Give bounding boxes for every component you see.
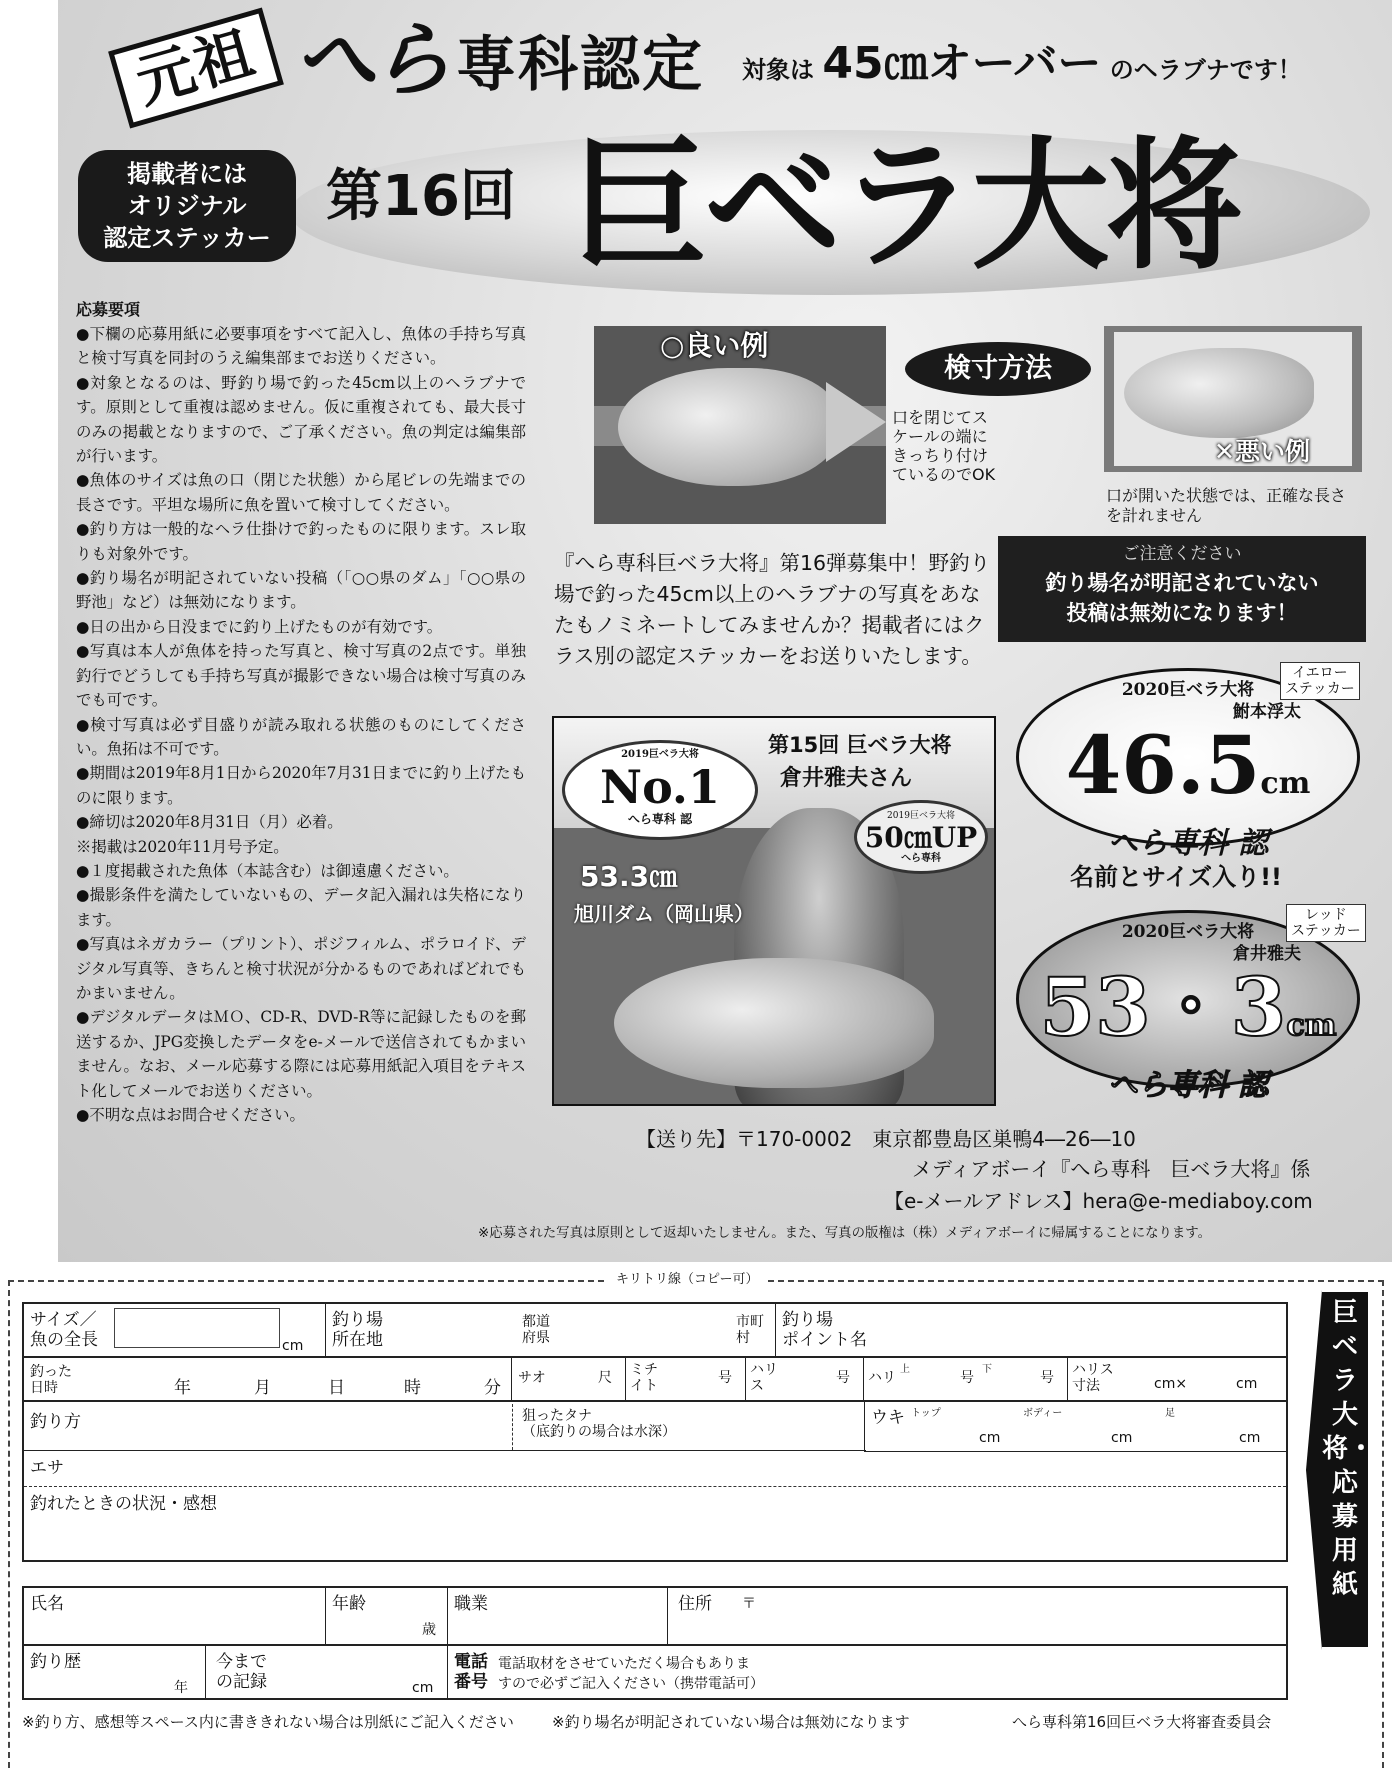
leader-length-label [1072,1362,1114,1394]
label-line: 釣り場 [332,1310,383,1330]
requirement-item: ●釣り方は一般的なヘラ仕掛けで釣ったものに限ります。スレ取りも対象外です。 [76,520,526,563]
divider [512,1404,513,1450]
winner-title: 第15回 巨ベラ大将 [768,733,952,757]
rod-label: サオ [518,1370,546,1386]
point-label [782,1310,867,1350]
label-line: ス [750,1378,764,1394]
tab-text [1322,1292,1375,1647]
place-label [332,1310,383,1350]
label-line: 市町 [736,1314,764,1330]
comments-label: 釣れたときの状況・感想 [30,1494,217,1514]
unit-month: 月 [254,1378,271,1398]
target-post: のヘラブナです！ [1109,56,1302,84]
cell-point[interactable] [776,1304,1286,1356]
up-badge-top: 2019巨ベラ大将 [887,811,955,821]
sticker-badge-line: 掲載者には [127,160,247,188]
footer-note-invalid: ※釣り場名が明記されていない場合は無効になります [552,1713,910,1731]
nintei-heading: 専科認定 [456,30,704,100]
cell-leader[interactable] [746,1358,864,1400]
form-row-size-place [22,1302,1288,1358]
mailing-recipient: メディアボーイ『へら専科 巨ベラ大将』係 [912,1157,1311,1181]
recruit-text: 『へら専科巨ベラ大将』第16弾募集中！野釣り場で釣った45cm以上のヘラブナの写真をあなたもノミネートしてみませんか？掲載者にはクラス別の認定ステッカーをお送りいたします。 [554,551,991,668]
cell-job[interactable] [448,1588,668,1644]
cell-name[interactable] [24,1588,326,1644]
leader-label [750,1362,778,1394]
hook-lower: 下 [982,1364,992,1375]
float-label: ウキ [871,1408,905,1428]
label-line: 今まで [216,1652,267,1672]
bad-example-caption: 口が開いた状態では、正確な長さを計れません [1106,486,1347,525]
float-body: ボディー [1023,1408,1063,1419]
unit-cm: cm [282,1338,304,1354]
sticker-size-unit: cm [1286,1008,1337,1043]
notice-line: 投稿は無効になります！ [1066,601,1298,625]
tana-label [522,1408,676,1440]
cell-float[interactable] [864,1402,1286,1452]
job-label: 職業 [454,1594,488,1614]
form-row-method [22,1400,1288,1562]
hera-logo: へら [294,12,446,108]
tab-arrow [1306,1290,1322,1650]
email-address[interactable]: 【e-メールアドレス】hera@e-mediaboy.com [884,1189,1313,1213]
city-label [736,1314,764,1346]
measurement-method-label: 検寸方法 [905,342,1091,396]
hook-upper: 上 [900,1364,910,1375]
form-side-tab [1306,1290,1384,1660]
label-line: 村 [736,1330,750,1346]
unit-hour: 時 [404,1378,421,1398]
caught-fish [614,958,934,1088]
size-label [30,1310,98,1350]
label-line: すので必ずご記入ください（携帯電話可） [498,1676,764,1692]
sticker-size-value: 53・3 [1039,960,1287,1054]
no1-badge-number: No.1 [600,760,720,814]
label-line: 電話取材をさせていただく場合もありま [498,1656,750,1672]
target-line [742,34,1302,100]
label-line: 釣り場 [782,1310,833,1330]
form-row-personal [22,1586,1288,1646]
target-size: 45㎝オーバー [822,38,1102,89]
unit-sai: 歳 [422,1622,436,1638]
label-line: 寸法 [1072,1378,1100,1394]
address-label: 住所 [678,1594,712,1614]
label-line: 所在地 [332,1330,383,1350]
sticker-name: 倉井雅夫 [1233,944,1301,964]
label-line: の記録 [216,1672,267,1692]
notice-line: 釣り場名が明記されていない [1045,571,1319,595]
cell-hook[interactable] [864,1358,1068,1400]
cell-rod[interactable] [512,1358,626,1400]
notice-box [998,536,1366,642]
label-line: （底釣りの場合は水深） [522,1424,676,1440]
requirement-item: ●下欄の応募用紙に必要事項をすべて記入し、魚体の手持ち写真と検寸写真を同封のうえ編集部までお送りください。 [76,325,526,368]
mainline-label [630,1362,658,1394]
cell-record[interactable] [206,1646,448,1698]
unit-go: 号 [718,1370,732,1386]
good-example-caption: 口を閉じてスケールの端にきっちり付けているのでOK [892,408,996,484]
unit-cm: cm [1111,1430,1133,1446]
fish-shape [1124,348,1314,438]
sticker-year: 2020巨ベラ大将 [1121,680,1255,700]
phone-note [498,1654,764,1694]
tab-label: 巨ベラ大将・応募用紙 [1322,1298,1375,1600]
unit-cm: cm [1239,1430,1261,1446]
unit-cm: cm [979,1430,1001,1446]
50cm-up-badge [854,800,988,874]
red-sticker-tag [1286,904,1366,942]
no1-badge-hera: へら専科 認 [627,812,693,826]
method-label: 釣り方 [30,1412,81,1432]
float-foot: 足 [1165,1408,1175,1419]
sticker-hera: へら専科 認 [1107,826,1269,861]
label-line: 都道 [522,1314,550,1330]
unit-year: 年 [174,1378,191,1398]
unit-go: 号 [836,1370,850,1386]
requirement-item: ●写真はネガカラー（プリント）、ポジフィルム、ポラロイド、デジタル写真等、きちんと検寸状況が分かるものであればどれでもかまいません。 [76,935,526,1002]
rights-note: ※応募された写真は原則として返却いたしません。また、写真の版権は（株）メディアボーイに帰属することになります。 [478,1226,1211,1241]
date-label [30,1364,72,1396]
label-line: 府県 [522,1330,550,1346]
cell-age[interactable] [326,1588,448,1644]
tag-line: レッド [1304,907,1347,923]
cell-address[interactable] [668,1588,1286,1644]
sticker-size [1019,960,1357,1068]
winner-place: 旭川ダム（岡山県） [574,902,754,926]
requirement-item: ●魚体のサイズは魚の口（閉じた状態）から尾ビレの先端までの長さです。平坦な場所に魚を置いて検寸してください。 [76,471,526,514]
unit-nen: 年 [174,1680,188,1696]
unit-minute: 分 [484,1378,501,1398]
unit-go: 号 [960,1370,974,1386]
cell-leader-length[interactable] [1068,1358,1286,1400]
requirement-item: ●撮影条件を満たしていないもの、データ記入漏れは失格になります。 [76,886,526,929]
fish-tail [826,382,886,462]
cut-line-label: キリトリ線（コピー可） [608,1270,766,1290]
up-badge-bottom: へら専科 [901,853,941,864]
phone-label [454,1652,488,1692]
requirements-heading: 応募要項 [76,300,141,319]
tag-line: イエロー [1292,665,1348,681]
requirement-item: ●日の出から日没までに釣り上げたものが有効です。 [76,617,443,636]
up-badge-mid: 50㎝UP [864,821,978,854]
sticker-size-unit: cm [1260,766,1311,801]
requirement-item: ●締切は2020年8月31日（月）必着。 [76,813,343,832]
no1-badge-year: 2019巨ベラ大将 [621,749,699,760]
float-top: トップ [911,1408,941,1419]
cell-size [24,1304,326,1356]
sticker-size [1019,718,1357,826]
form-row-history [22,1644,1288,1700]
winner-name: 倉井雅夫さん [780,766,913,791]
footer-note-space: ※釣り方、感想等スペース内に書ききれない場合は別紙にご記入ください [22,1713,514,1731]
yellow-sticker-tag [1280,662,1360,700]
bad-example-label: ✕悪い例 [1214,437,1310,466]
hook-label: ハリ [868,1370,896,1386]
label-line: 電話 [454,1652,488,1672]
fish-shape [618,368,838,486]
cell-phone[interactable] [448,1646,1286,1698]
label-line: イト [630,1378,658,1394]
record-label [216,1652,267,1692]
label-line: サイズ／ [30,1310,97,1330]
label-line: 狙ったタナ [522,1408,592,1424]
notice-title: ご注意ください [1122,544,1242,564]
cell-history[interactable] [24,1646,206,1698]
good-example-label: ○良い例 [660,329,769,362]
cell-mainline[interactable] [626,1358,746,1400]
requirement-item: ●不明な点はお問合せください。 [76,1106,305,1124]
sticker-badge [78,150,296,262]
label-line: 番号 [454,1672,488,1692]
sticker-hera: へら専科 認 [1107,1068,1269,1103]
label-line: 日時 [30,1380,58,1396]
sticker-badge-line: オリジナル [127,192,247,220]
bait-label: エサ [30,1458,64,1478]
requirement-item: ●デジタルデータはＭＯ、CD-R、DVD-R等に記録したものを郵送するか、JPG変換したデータをe-メールで送信されてもかまいません。なお、メール応募する際には応募用紙記入項目をテキスト化してメールでお送りください。 [76,1008,526,1100]
unit-cm: cm [412,1680,434,1696]
footer-committee: へら専科第16回巨ベラ大将審査委員会 [1012,1713,1272,1731]
sticker-name: 鮒本浮太 [1233,702,1301,722]
history-label: 釣り歴 [30,1652,81,1672]
requirement-item: ●１度掲載された魚体（本誌含む）は御遠慮ください。 [76,861,459,880]
label-line: ハリ [750,1362,778,1378]
requirement-item: ●検寸写真は必ず目盛りが読み取れる状態のものにしてください。魚拓は不可です。 [76,715,526,758]
label-line: ミチ [630,1362,658,1378]
size-input[interactable] [114,1308,280,1348]
label-line: ハリス [1072,1362,1114,1378]
requirement-item: ●写真は本人が魚体を持った写真と、検寸写真の2点です。単独釣行でどうしても手持ち写真が撮影できない場合は検寸写真のみでも可です。 [76,642,526,710]
prefecture-label [522,1314,550,1346]
unit-cm-times: cm× [1154,1376,1188,1392]
requirement-item: ●対象となるのは、野釣り場で釣った45cm以上のヘラブナです。原則として重複は認めません。仮に重複されても、最大長寸のみの掲載となりますので、ご了承ください。魚の判定は編集部が行います。 [76,373,526,466]
requirement-item: ●釣り場名が明記されていない投稿（「○○県のダム」「○○県の野池」など）は無効になります。 [76,569,526,612]
form-row-date-tackle [22,1356,1288,1402]
unit-shaku: 尺 [598,1370,612,1386]
requirement-item: ●期間は2019年8月1日から2020年7月31日までに釣り上げたものに限ります。 [76,764,526,807]
name-size-note: 名前とサイズ入り!! [1070,863,1282,891]
label-line: 魚の全長 [30,1330,98,1350]
divider [24,1486,1286,1487]
sticker-badge-line: 認定ステッカー [103,224,271,252]
sticker-size-value: 46.5 [1065,718,1261,812]
target-pre: 対象は [742,56,814,84]
sticker-year: 2020巨ベラ大将 [1121,922,1255,942]
ganso-stamp: 元祖 [108,7,284,128]
name-label: 氏名 [30,1594,64,1614]
no1-badge [562,740,758,840]
edition-number: 第16回 [326,164,516,229]
tag-line: ステッカー [1291,923,1361,939]
winner-photo [552,716,996,1106]
label-line: ポイント名 [782,1330,867,1350]
requirements [76,298,526,1127]
tag-line: ステッカー [1285,681,1355,697]
main-title: 巨ベラ大将 [570,124,1240,289]
unit-cm: cm [1236,1376,1258,1392]
mailing-address: 【送り先】〒170-0002 東京都豊島区巣鴨4―26―10 [636,1127,1136,1151]
label-line: 釣った [30,1364,72,1380]
age-label: 年齢 [332,1594,366,1614]
winner-size: 53.3㎝ [580,860,678,893]
requirement-item: ※掲載は2020年11月号予定。 [76,837,289,856]
unit-day: 日 [328,1378,345,1398]
divider [24,1450,866,1451]
postal-mark: 〒 [742,1596,756,1612]
cell-date[interactable] [24,1358,512,1400]
cell-place[interactable] [326,1304,776,1356]
unit-go: 号 [1040,1370,1054,1386]
